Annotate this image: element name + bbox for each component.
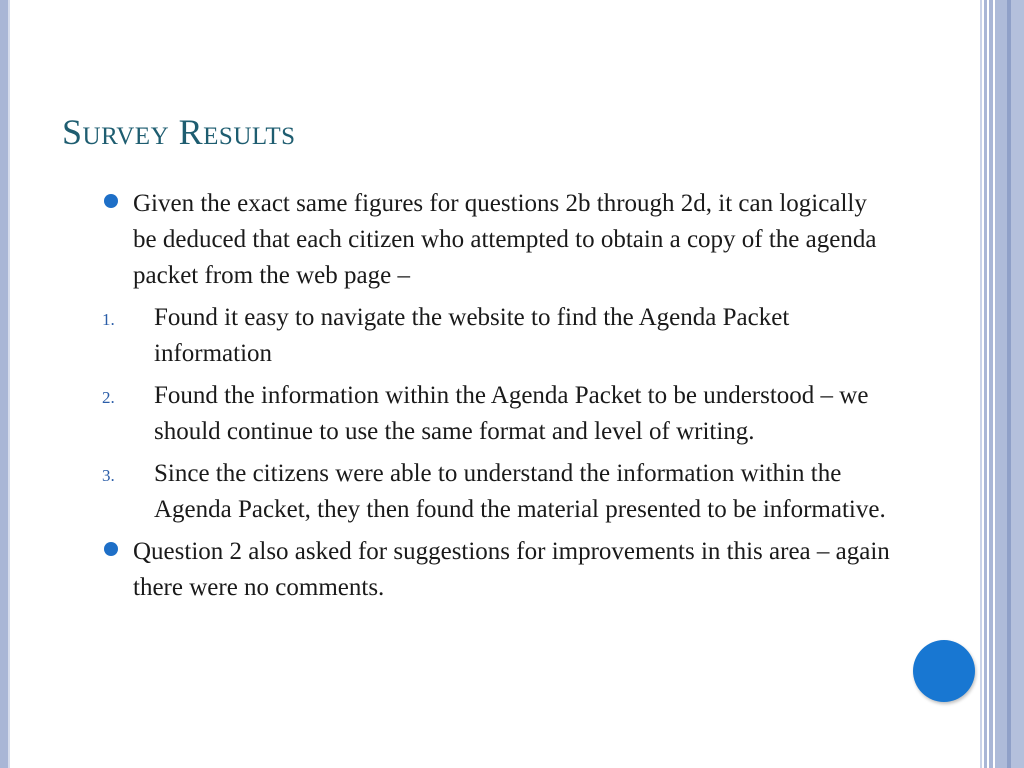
bullet-item <box>100 186 890 294</box>
numbered-text: Since the citizens were able to understand the information within the Agenda Packet, they then found the material presented to be informative. <box>154 460 886 523</box>
number-marker: 1. <box>102 310 115 329</box>
number-marker: 3. <box>102 466 115 485</box>
bullet-text: Given the exact same figures for questions 2b through 2d, it can logically be deduced that each citizen who attempted to obtain a copy of the agenda packet from the web page – <box>133 190 877 289</box>
numbered-item <box>100 300 890 372</box>
number-marker: 2. <box>102 388 115 407</box>
stripe <box>984 0 987 768</box>
numbered-text: Found it easy to navigate the website to find the Agenda Packet information <box>154 304 790 367</box>
numbered-item <box>100 378 890 450</box>
left-border-inner-stripe <box>8 0 10 768</box>
slide-content <box>100 186 890 612</box>
stripe <box>980 0 982 768</box>
numbered-text: Found the information within the Agenda Packet to be understood – we should continue to use the same format and level of writing. <box>154 382 869 445</box>
bullet-item <box>100 534 890 606</box>
stripe <box>989 0 993 768</box>
left-border-stripe <box>0 0 8 768</box>
bullet-icon <box>104 542 118 556</box>
bullet-icon <box>104 194 118 208</box>
stripe <box>995 0 1007 768</box>
right-decorative-stripes <box>980 0 1024 768</box>
slide-title: Survey Results <box>62 112 296 152</box>
bullet-text: Question 2 also asked for suggestions for improvements in this area – again there were no comments. <box>133 538 890 601</box>
circle-button-icon[interactable] <box>913 640 975 702</box>
numbered-item <box>100 456 890 528</box>
stripe <box>1011 0 1024 768</box>
